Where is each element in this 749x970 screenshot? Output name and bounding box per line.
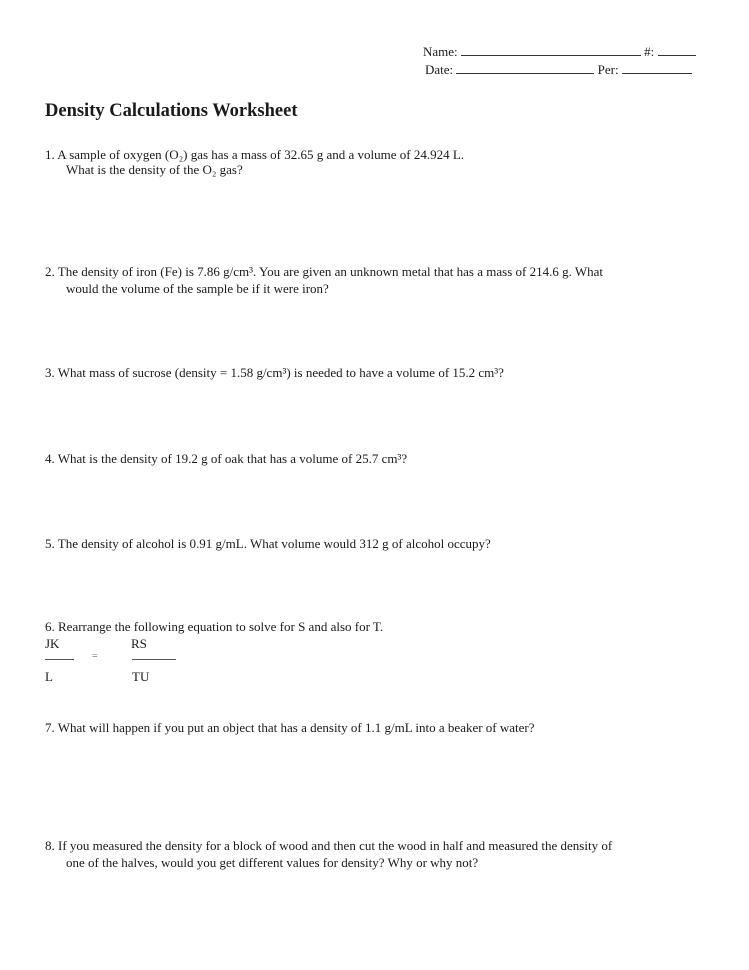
question-4: 4. What is the density of 19.2 g of oak that has a volume of 25.7 cm³? — [45, 451, 408, 466]
right-numerator: RS — [131, 636, 147, 651]
number-label: #: — [644, 44, 655, 59]
question-8-cont: one of the halves, would you get different values for density? Why or why not? — [66, 855, 479, 870]
name-row — [423, 44, 696, 60]
question-6: 6. Rearrange the following equation to solve for S and also for T. — [45, 619, 384, 634]
question-2: 2. The density of iron (Fe) is 7.86 g/cm³. You are given an unknown metal that has a mass of 214.6 g. What — [45, 264, 603, 279]
name-field[interactable] — [461, 44, 641, 56]
period-field[interactable] — [622, 62, 692, 74]
number-field[interactable] — [658, 44, 696, 56]
equals-sign: = — [92, 651, 98, 662]
date-field[interactable] — [456, 62, 594, 74]
left-fraction-bar — [45, 659, 74, 660]
question-8: 8. If you measured the density for a block of wood and then cut the wood in half and measured the density of — [45, 838, 613, 853]
date-label: Date: — [425, 62, 454, 77]
right-fraction-bar — [132, 659, 176, 660]
left-denominator: L — [45, 669, 53, 684]
question-5: 5. The density of alcohol is 0.91 g/mL. What volume would 312 g of alcohol occupy? — [45, 536, 491, 551]
name-label: Name: — [423, 44, 458, 59]
question-1-cont: What is the density of the O₂ gas? — [66, 162, 243, 177]
page-title: Density Calculations Worksheet — [45, 101, 298, 121]
question-2-cont: would the volume of the sample be if it were iron? — [66, 281, 329, 296]
question-1: 1. A sample of oxygen (O₂) gas has a mass of 32.65 g and a volume of 24.924 L. — [45, 147, 465, 162]
right-denominator: TU — [132, 669, 150, 684]
question-7: 7. What will happen if you put an object that has a density of 1.1 g/mL into a beaker of water? — [45, 720, 535, 735]
period-label: Per: — [597, 62, 619, 77]
left-numerator: JK — [45, 636, 60, 651]
question-3: 3. What mass of sucrose (density = 1.58 g/cm³) is needed to have a volume of 15.2 cm³? — [45, 365, 504, 380]
date-row — [425, 62, 692, 78]
